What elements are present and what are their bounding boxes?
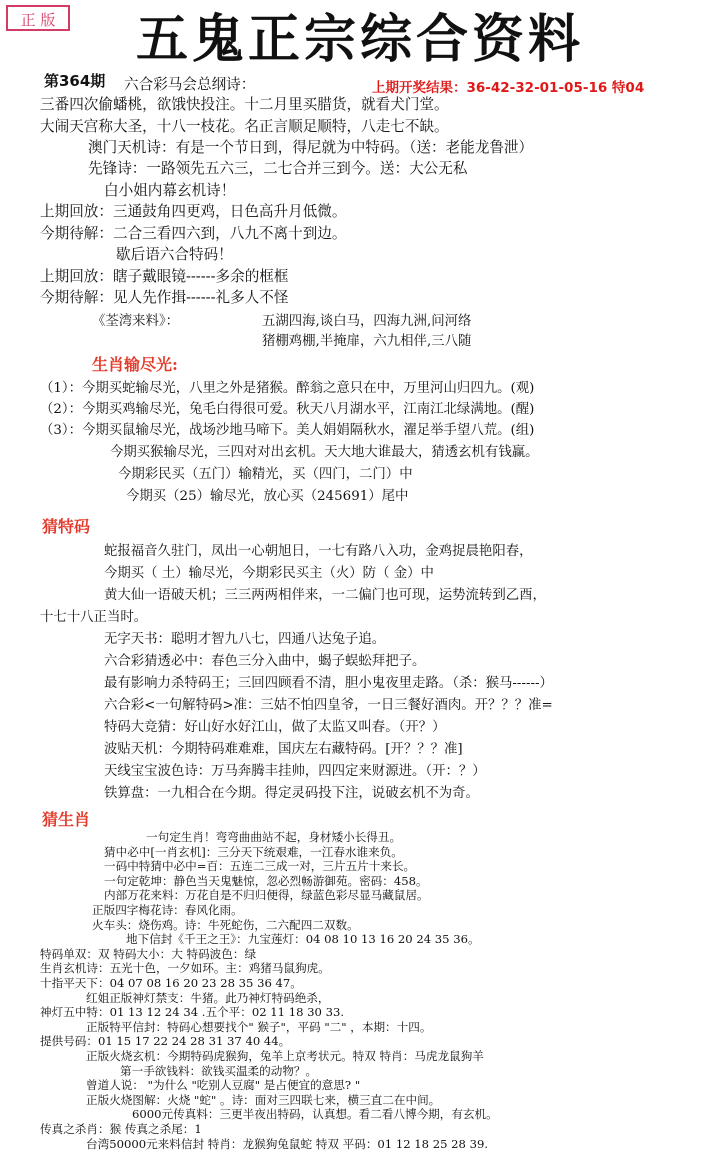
text-line: 今期彩民买（五门）输精光，买（四门，二门）中 [118,467,413,482]
section-title: 猜生肖 [42,810,91,829]
text-line: 最有影响力杀特码王；三回四顾看不清，胆小鬼夜里走路。（杀：猴马------） [104,676,553,691]
text-line: 一句定乾坤：静色当天鬼魅惊，忽必烈畅游御苑。密码：458。 [104,873,428,888]
text-line: 歇后语六合特码！ [116,246,233,263]
text-line: 火车头：烧伤鸡。诗：牛死蛇伤，二六配四二双数。 [92,917,359,932]
page-title: 五鬼正宗综合资料 [135,9,584,70]
text-line: 三番四次偷蟠桃，欲饿快投注。十二月里买腊货，就看犬门堂。 [40,96,449,113]
text-line: 红姐正版神灯禁支：牛猪。此乃神灯特码绝杀， [86,990,330,1005]
text-line: 澳门天机诗：有是一个节日到，得尼就为中特码。（送：老能龙鲁泄） [88,139,534,156]
text-line: 正版特平信封：特码心想要找个" 猴子"，平码 "二" ，本期：十四。 [86,1019,432,1034]
text-line: （1）：今期买蛇输尽光，八里之外是猪猴。醉翁之意只在中，万里河山归四九。(观) [40,381,535,396]
text-line: 正版火烧玄机：今期特码虎猴狗，兔羊上京考状元。特双 特肖：马虎龙鼠狗羊 [86,1049,484,1063]
text-line: 黄大仙一语破天机；三三两两相伴来，一二偏门也可现，运势流转到乙酉， [104,588,546,603]
text-line: 十七十八正当时。 [40,610,148,625]
period-number: 第364期 [44,72,106,90]
text-line: 正版火烧图解：火烧 "蛇" 。诗：面对三四联七来，横三直二在中间。 [86,1092,441,1107]
text-line: 今期买猴输尽光，三四对对出玄机。天大地大谁最大，猜透玄机有钱赢。 [110,445,539,460]
last-result: 上期开奖结果：36-42-32-01-05-16 特04 [372,80,645,96]
text-line: 正版四字梅花诗：春风化雨。 [92,903,243,917]
text-line: 波贴天机：今期特码难难难，国庆左右藏特码。[开？？？准] [104,742,463,757]
text-line: 内部万花来料：万花自是不归归便得，绿蓝色彩尽显马藏鼠居。 [104,888,429,903]
text-line: 六合彩马会总纲诗： [124,76,256,93]
text-line: 今期待解：见人先作揖------礼多人不怪 [40,289,289,306]
text-line: 六合彩猜透必中：春色三分入曲中，蝎子蜈蚣拜把子。 [104,654,426,669]
text-line: 今期买（25）输尽光，放心买（245691）尾中 [126,489,409,504]
text-line: 猜中必中[一肖玄机]：三分天下统艰难，一江春水谁来负。 [104,844,403,859]
text-line: 地下信封《千王之王》：九宝莲灯：04 08 10 13 16 20 24 35 36。 [126,932,480,947]
text-line: 天线宝宝波色诗：万马奔腾丰挂帅，四四定来财源进。（开：？） [104,764,486,779]
text-line: （3）：今期买鼠输尽光，战场沙地马啼下。美人娟娟隔秋水，濯足举手望八荒。(组) [40,423,535,438]
text-line: 曾道人说： "为什么 "吃别人豆腐" 是占便宜的意思? " [86,1078,361,1093]
text-line: 白小姐内幕玄机诗！ [104,182,236,199]
text-line: 传真之杀肖：猴 传真之杀尾：1 [40,1122,202,1136]
text-line: 十指平天下：04 07 08 16 20 23 28 35 36 47。 [40,976,302,990]
text-line: 先锋诗：一路领先五六三，二七合并三到今。送：大公无私 [88,160,468,177]
text-line: 第一手欲钱料：欲钱买温柔的动物？。 [120,1063,318,1078]
text-line: 今期待解：二合三看四六到，八九不离十到边。 [40,225,347,242]
text-line: （2）：今期买鸡输尽光，兔毛白得很可爱。秋天八月湖水平，江南江北绿满地。(醒) [40,402,535,417]
text-line: 大闹天宫称大圣，十八一枝花。名正言顺足顺特，八走七不缺。 [40,118,449,135]
text-line: 《荃湾来料》： [92,314,180,329]
text-line: 生肖玄机诗：五光十色，一夕如环。主：鸡猪马鼠狗虎。 [40,961,330,976]
text-line: 台湾50000元来料信封 特肖：龙猴狗兔鼠蛇 特双 平码：01 12 18 25 28 39. [86,1136,489,1151]
text-line: 上期回放：三通鼓角四更鸡，日色高升月低微。 [40,203,347,220]
text-line: 六合彩<一句解特码>准：三姑不怕四皇爷，一日三餐好酒肉。开？？？准= [104,698,553,713]
text-line: 提供号码：01 15 17 22 24 28 31 37 40 44。 [40,1034,291,1049]
text-line: 特码单双：双 特码大小：大 特码波色：绿 [40,946,257,961]
section-title: 猜特码 [42,517,91,536]
text-line: 特码大竞猜：好山好水好江山，做了太监又叫春。（开？） [104,720,446,735]
text-line: 神灯五中特：01 13 12 24 34 .五个平：02 11 18 30 33. [40,1005,345,1020]
text-line: 五湖四海,谈白马，四海九洲,问河络 [262,314,472,329]
text-line: 6000元传真料：三更半夜出特码，认真想。看二看八博今期，有玄机。 [132,1107,498,1122]
text-line: 今期买（ 土）输尽光，今期彩民买主（火）防（ 金）中 [104,566,434,581]
text-line: 一句定生肖！弯弯曲曲站不起，身材矮小长得丑。 [146,830,402,844]
text-line: 上期回放：瞎子戴眼镜------多余的框框 [40,268,289,285]
text-line: 猪棚鸡棚,半掩扉，六九相伴,三八随 [262,334,472,349]
text-line: 铁算盘：一九相合在今期。得定灵码投下注，说破玄机不为奇。 [104,786,479,801]
genuine-stamp: 正 版 [6,5,70,31]
text-line: 无字天书：聪明才智九八七，四通八达兔子追。 [104,632,386,647]
section-title: 生肖输尽光: [92,355,178,374]
text-line: 蛇报福音久驻门，凤出一心朝旭日，一七有路八入功，金鸡捉晨艳阳春， [104,544,533,559]
text-line: 一码中特猜中必中=百：五连二三成一对，三片五片十来长。 [104,859,416,874]
